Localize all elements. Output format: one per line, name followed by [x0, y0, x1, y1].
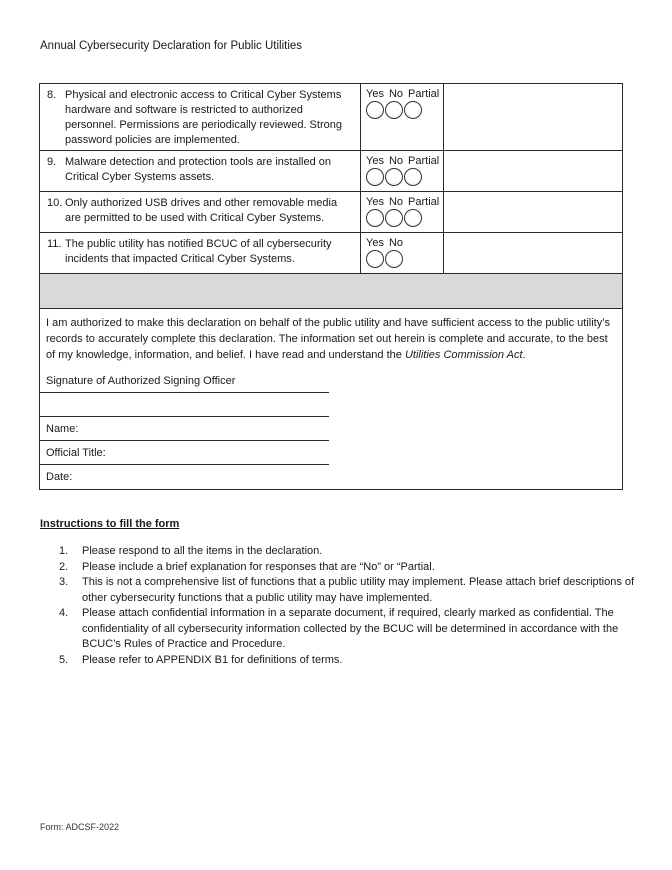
instruction-item: 5. Please refer to APPENDIX B1 for definitions of terms. — [59, 653, 343, 666]
response-cell — [361, 151, 444, 191]
question-number: 11. — [47, 238, 62, 250]
date-label: Date: — [46, 471, 73, 483]
radio-yes[interactable] — [366, 250, 384, 268]
option-label-no: No — [388, 237, 404, 249]
name-label: Name: — [46, 423, 79, 435]
question-text: Physical and electronic access to Critical Cyber Systems hardware and software is restricted to authorized personnel. Permissions are periodically reviewed. Strong password policies are implemented. — [65, 89, 342, 146]
date-field[interactable] — [40, 465, 329, 489]
radio-yes[interactable] — [366, 209, 384, 227]
option-label-yes: Yes — [366, 88, 384, 100]
question-row-8 — [40, 84, 622, 151]
explanation-field[interactable] — [444, 192, 622, 232]
signature-field[interactable] — [40, 393, 329, 417]
official-title-label: Official Title: — [46, 447, 106, 459]
radio-no[interactable] — [385, 101, 403, 119]
response-labels — [366, 154, 438, 168]
official-title-field[interactable] — [40, 441, 329, 465]
question-row-10 — [40, 192, 622, 233]
question-text-cell — [40, 233, 361, 273]
radio-yes[interactable] — [366, 168, 384, 186]
question-row-9 — [40, 151, 622, 192]
page-header-title: Annual Cybersecurity Declaration for Public Utilities — [40, 40, 303, 52]
form-id-footer: Form: ADCSF-2022 — [40, 822, 120, 832]
name-field[interactable] — [40, 417, 329, 441]
question-text: The public utility has notified BCUC of all cybersecurity incidents that impacted Critical Cyber Systems. — [65, 238, 332, 265]
question-text-cell — [40, 151, 361, 191]
radio-partial[interactable] — [404, 168, 422, 186]
response-labels — [366, 195, 438, 209]
question-row-11 — [40, 233, 622, 274]
option-label-no: No — [388, 196, 404, 208]
instruction-item: 3. This is not a comprehensive list of functions that a public utility may implement. Please attach brief descriptions of other cybersecurity functions that a public utility may have implemented. — [59, 576, 635, 604]
question-number: 8. — [47, 89, 57, 101]
option-label-no: No — [388, 155, 404, 167]
question-text-cell — [40, 84, 361, 150]
option-label-yes: Yes — [366, 196, 384, 208]
instruction-item: 2. Please include a brief explanation for responses that are “No” or “Partial. — [59, 560, 435, 573]
question-number: 10. — [47, 197, 63, 209]
option-label-yes: Yes — [366, 237, 384, 249]
option-label-partial: Partial — [408, 88, 440, 100]
response-labels — [366, 87, 438, 101]
option-label-partial: Partial — [408, 196, 440, 208]
question-text-cell — [40, 192, 361, 232]
radio-no[interactable] — [385, 250, 403, 268]
radio-yes[interactable] — [366, 101, 384, 119]
instruction-item: 1. Please respond to all the items in the declaration. — [59, 545, 323, 557]
option-label-no: No — [388, 88, 404, 100]
response-cell — [361, 84, 444, 150]
response-cell — [361, 233, 444, 273]
question-number: 9. — [47, 156, 57, 168]
question-text: Malware detection and protection tools are installed on Critical Cyber Systems assets. — [65, 156, 331, 183]
instruction-item: 4. Please attach confidential information in a separate document, if required, clearly marked as confidential. The confidentiality of all cybersecurity information collected by the BCUC will be determined in accordance with the BCUC’s Rules of Practice and Procedure. — [59, 607, 619, 650]
explanation-field[interactable] — [444, 233, 622, 273]
section-divider-band — [40, 274, 622, 309]
option-label-partial: Partial — [408, 155, 440, 167]
declaration-text: I am authorized to make this declaration on behalf of the public utility and have sufficient access to the public utility’s records to accurately complete this declaration. The information set out herein is complete and accurate, to the best of my knowledge, information, and belief. I have read and understand the — [46, 317, 610, 361]
option-label-yes: Yes — [366, 155, 384, 167]
instructions-section — [40, 518, 640, 668]
signature-label: Signature of Authorized Signing Officer — [40, 369, 329, 393]
explanation-field[interactable] — [444, 84, 622, 150]
signature-block — [40, 369, 329, 489]
declaration-statement: I am authorized to make this declaration on behalf of the public utility and have sufficient access to the public utility’s records to accurately complete this declaration. The information set out herein is complete and accurate, to the best of my knowledge, information, and belief. I have read and understand the Utilities Commission Act. — [46, 317, 610, 361]
response-cell — [361, 192, 444, 232]
question-text: Only authorized USB drives and other removable media are permitted to be used with Critical Cyber Systems. — [65, 197, 338, 224]
explanation-field[interactable] — [444, 151, 622, 191]
instructions-title: Instructions to fill the form — [40, 518, 180, 530]
radio-no[interactable] — [385, 209, 403, 227]
declaration-table — [39, 83, 623, 490]
instructions-list — [40, 544, 640, 668]
act-name: Utilities Commission Act — [404, 349, 523, 361]
radio-partial[interactable] — [404, 209, 422, 227]
radio-partial[interactable] — [404, 101, 422, 119]
response-labels — [366, 236, 438, 250]
radio-no[interactable] — [385, 168, 403, 186]
